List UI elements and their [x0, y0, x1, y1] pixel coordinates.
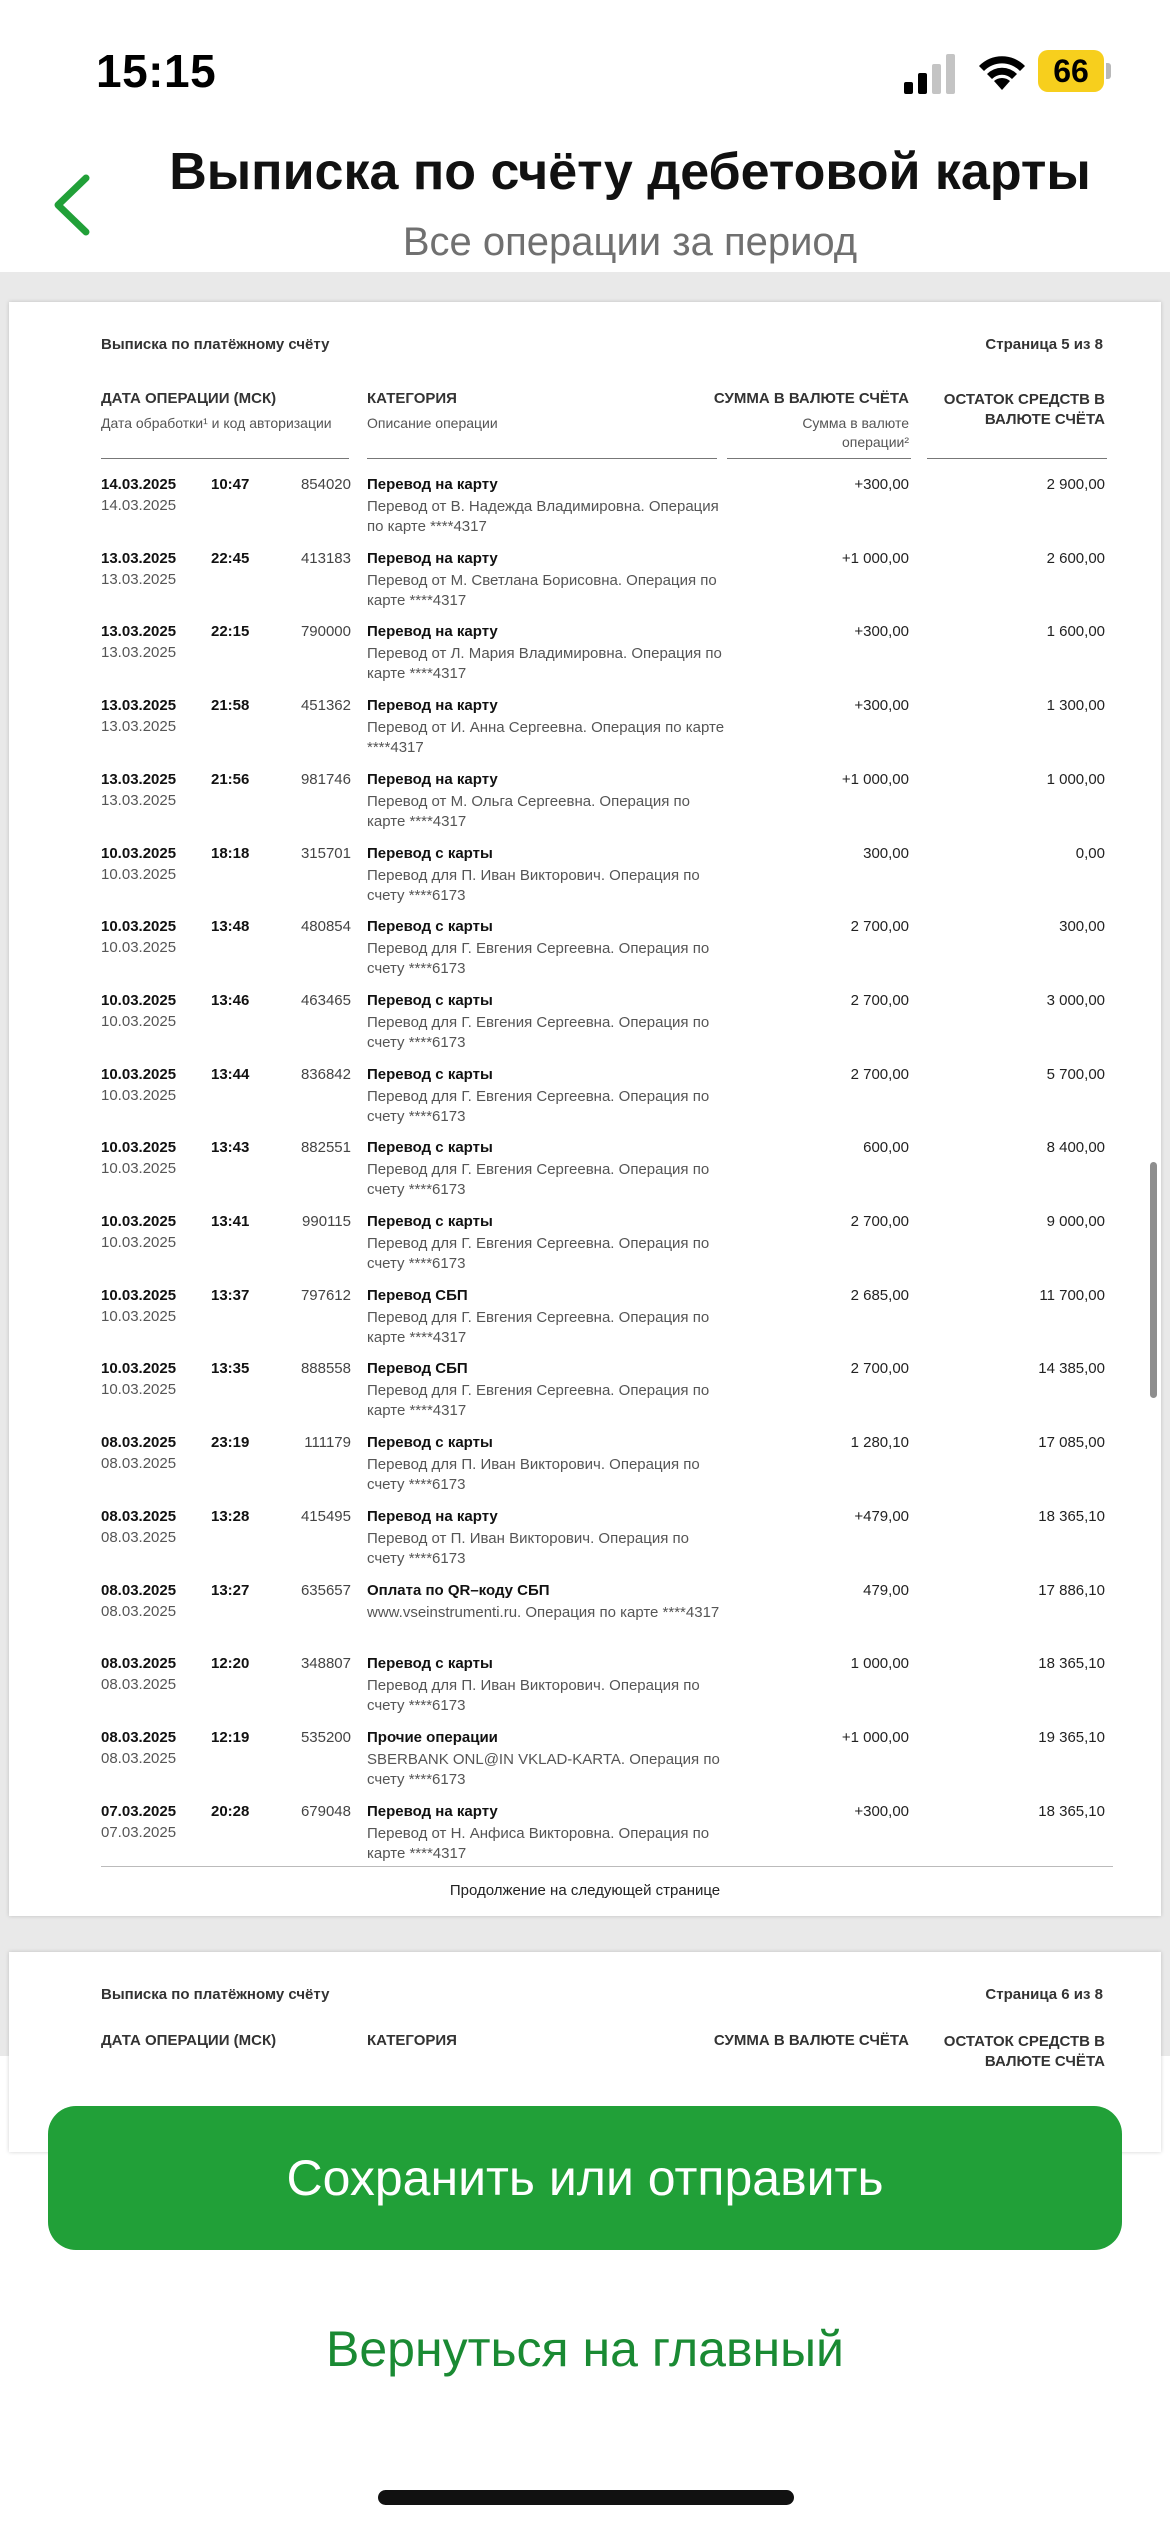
- column-category-subheader: Описание операции: [367, 415, 498, 431]
- operation-amount: 2 700,00: [850, 1065, 909, 1083]
- operation-description: Перевод для П. Иван Викторович. Операция по счету ****6173: [367, 1677, 700, 1715]
- table-row: [9, 1213, 1161, 1286]
- processing-date: 10.03.2025: [101, 1086, 177, 1104]
- operation-category: Перевод на карту: [367, 623, 498, 641]
- operation-category: Перевод на карту: [367, 1802, 498, 1820]
- processing-date: 13.03.2025: [101, 644, 177, 662]
- operation-date: 13.03.2025: [101, 623, 177, 641]
- operation-description: Перевод для Г. Евгения Сергеевна. Операция по счету ****6173: [367, 1013, 710, 1051]
- column-amount-header: СУММА В ВАЛЮТЕ СЧЁТА: [713, 390, 909, 407]
- operation-time: 13:27: [211, 1581, 250, 1599]
- operation-category: Перевод с карты: [367, 1213, 493, 1230]
- page-title: Выписка по счёту дебетовой карты: [169, 143, 1091, 201]
- column-category-header: КАТЕГОРИЯ: [367, 390, 457, 407]
- operation-category: Перевод на карту: [367, 1507, 498, 1525]
- operation-balance: 1 300,00: [1046, 697, 1105, 715]
- authorization-code: 981746: [300, 770, 351, 788]
- authorization-code: 535200: [300, 1728, 351, 1746]
- table-row: [9, 1803, 1161, 1876]
- operation-category: Перевод на карту: [367, 770, 498, 788]
- operation-time: 13:46: [211, 991, 250, 1009]
- operation-balance: 2 900,00: [1046, 476, 1105, 493]
- operation-amount: +479,00: [854, 1507, 909, 1525]
- operation-amount: 600,00: [863, 1139, 909, 1157]
- status-time: 15:15: [96, 45, 217, 97]
- operation-category: Перевод на карту: [367, 476, 498, 493]
- operation-date: 08.03.2025: [101, 1655, 177, 1673]
- table-row: [9, 623, 1161, 696]
- operation-description: Перевод от М. Ольга Сергеевна. Операция по карте ****4317: [367, 792, 690, 830]
- operation-category: Перевод СБП: [367, 1286, 468, 1304]
- operation-balance: 1 600,00: [1046, 623, 1105, 641]
- authorization-code: 836842: [300, 1065, 351, 1083]
- column-date-header: ДАТА ОПЕРАЦИИ (МСК): [101, 390, 277, 407]
- operation-description: Перевод от Л. Мария Владимировна. Операция по карте ****4317: [367, 645, 722, 683]
- column-amount-header: СУММА В ВАЛЮТЕ СЧЁТА: [713, 2032, 909, 2049]
- authorization-code: 463465: [300, 991, 351, 1009]
- operation-date: 08.03.2025: [101, 1581, 177, 1599]
- operation-balance: 3 000,00: [1046, 991, 1105, 1009]
- operation-time: 18:18: [211, 844, 250, 862]
- table-row: [9, 1066, 1161, 1139]
- operation-time: 23:19: [211, 1434, 250, 1452]
- operation-category: Оплата по QR–коду СБП: [367, 1581, 550, 1599]
- authorization-code: 790000: [300, 623, 351, 641]
- operation-balance: 8 400,00: [1046, 1139, 1105, 1157]
- operation-amount: 2 700,00: [850, 918, 909, 936]
- operation-date: 13.03.2025: [101, 549, 177, 567]
- operation-description: Перевод от П. Иван Викторович. Операция по счету ****6173: [367, 1529, 689, 1567]
- operation-amount: 479,00: [863, 1581, 909, 1599]
- operation-date: 10.03.2025: [101, 991, 177, 1009]
- operation-description: Перевод для Г. Евгения Сергеевна. Операция по карте ****4317: [367, 1308, 710, 1346]
- operation-description: SBERBANK ONL@IN VKLAD-KARTA. Операция по счету ****6173: [367, 1750, 720, 1788]
- operation-date: 08.03.2025: [101, 1434, 177, 1452]
- operation-category: Перевод СБП: [367, 1360, 468, 1378]
- operation-category: Перевод на карту: [367, 549, 498, 567]
- operation-balance: 18 365,10: [1038, 1507, 1105, 1525]
- table-row: [9, 771, 1161, 844]
- wifi-icon: [976, 50, 1028, 92]
- home-indicator: [378, 2490, 794, 2505]
- processing-date: 10.03.2025: [101, 1012, 177, 1030]
- operation-amount: 300,00: [863, 844, 909, 862]
- authorization-code: 413183: [300, 549, 351, 567]
- operation-description: Перевод от Н. Анфиса Викторовна. Операция по карте ****4317: [367, 1824, 710, 1862]
- processing-date: 13.03.2025: [101, 570, 177, 588]
- operation-amount: +300,00: [854, 623, 909, 641]
- authorization-code: 882551: [300, 1139, 351, 1157]
- document-viewer[interactable]: [0, 272, 1170, 2070]
- operation-time: 12:20: [211, 1655, 250, 1673]
- authorization-code: 990115: [302, 1213, 351, 1230]
- operation-category: Прочие операции: [367, 1728, 498, 1746]
- operation-date: 08.03.2025: [101, 1728, 177, 1746]
- operation-date: 10.03.2025: [101, 1139, 177, 1157]
- operation-time: 13:41: [211, 1213, 250, 1230]
- header-divider: [367, 458, 717, 459]
- processing-date: 07.03.2025: [101, 1823, 177, 1841]
- authorization-code: 111179: [304, 1434, 351, 1452]
- table-row: [9, 845, 1161, 918]
- chevron-left-icon[interactable]: [46, 170, 106, 240]
- operation-amount: +1 000,00: [841, 549, 909, 567]
- processing-date: 08.03.2025: [101, 1602, 177, 1620]
- column-balance-header: ОСТАТОК СРЕДСТВ В ВАЛЮТЕ СЧЁТА: [943, 2033, 1105, 2070]
- operation-amount: +300,00: [854, 1802, 909, 1820]
- operation-date: 10.03.2025: [101, 844, 177, 862]
- operation-time: 13:37: [211, 1286, 250, 1304]
- header-divider: [927, 458, 1107, 459]
- operation-balance: 2 600,00: [1046, 549, 1105, 567]
- operation-category: Перевод с карты: [367, 1139, 493, 1157]
- operation-time: 21:56: [211, 770, 250, 788]
- operation-description: www.vseinstrumenti.ru. Операция по карте ****4317: [367, 1603, 720, 1621]
- processing-date: 10.03.2025: [101, 1307, 177, 1325]
- operation-balance: 9 000,00: [1046, 1213, 1105, 1230]
- operation-description: Перевод для Г. Евгения Сергеевна. Операция по счету ****6173: [367, 1161, 710, 1199]
- operation-category: Перевод с карты: [367, 1655, 493, 1673]
- table-row: [9, 918, 1161, 991]
- table-row: [9, 1287, 1161, 1360]
- authorization-code: 480854: [300, 918, 351, 936]
- processing-date: 13.03.2025: [101, 718, 177, 736]
- operation-amount: 2 700,00: [850, 1213, 909, 1230]
- operation-description: Перевод для Г. Евгения Сергеевна. Операция по счету ****6173: [367, 1087, 710, 1125]
- table-row: [9, 992, 1161, 1065]
- column-date-subheader: Дата обработки¹ и код авторизации: [101, 415, 332, 431]
- operation-time: 12:19: [211, 1728, 250, 1746]
- operation-date: 07.03.2025: [101, 1802, 177, 1820]
- operation-date: 14.03.2025: [101, 476, 177, 493]
- processing-date: 10.03.2025: [101, 1234, 177, 1251]
- operation-time: 13:44: [211, 1065, 250, 1083]
- operation-balance: 18 365,10: [1038, 1655, 1105, 1673]
- operation-amount: +1 000,00: [841, 1728, 909, 1746]
- page-subtitle: Все операции за период: [402, 220, 858, 264]
- operation-description: Перевод от М. Светлана Борисовна. Операция по карте ****4317: [367, 571, 717, 609]
- authorization-code: 679048: [300, 1802, 351, 1820]
- operation-balance: 17 886,10: [1038, 1581, 1105, 1599]
- column-balance-header: ОСТАТОК СРЕДСТВ В ВАЛЮТЕ СЧЁТА: [943, 391, 1105, 428]
- table-row: [9, 476, 1161, 549]
- operation-time: 22:45: [211, 549, 250, 567]
- operation-date: 10.03.2025: [101, 1065, 177, 1083]
- operation-description: Перевод от В. Надежда Владимировна. Операция по карте ****4317: [367, 498, 719, 535]
- operation-category: Перевод с карты: [367, 844, 493, 862]
- operation-time: 13:35: [211, 1360, 250, 1378]
- header-divider: [101, 458, 349, 459]
- operation-description: Перевод для П. Иван Викторович. Операция по счету ****6173: [367, 866, 700, 904]
- operation-amount: 1 280,10: [850, 1434, 909, 1452]
- authorization-code: 888558: [300, 1360, 351, 1378]
- processing-date: 10.03.2025: [101, 865, 177, 883]
- operation-description: Перевод от И. Анна Сергеевна. Операция по карте ****4317: [367, 719, 725, 757]
- scrollbar[interactable]: [1150, 1162, 1157, 1398]
- operation-date: 10.03.2025: [101, 1213, 177, 1230]
- operation-category: Перевод с карты: [367, 1065, 493, 1083]
- operation-category: Перевод с карты: [367, 918, 493, 936]
- operation-amount: 1 000,00: [850, 1655, 909, 1673]
- operation-date: 10.03.2025: [101, 918, 177, 936]
- statement-heading: Выписка по платёжному счёту: [101, 1986, 330, 2003]
- save-or-send-button[interactable]: Сохранить или отправить: [48, 2106, 1122, 2250]
- battery-icon: [1038, 50, 1110, 92]
- operation-balance: 11 700,00: [1039, 1286, 1105, 1304]
- column-amount-subheader: Сумма в валюте операции²: [802, 415, 909, 450]
- table-row: [9, 550, 1161, 623]
- statement-heading: Выписка по платёжному счёту: [101, 336, 330, 353]
- operation-time: 10:47: [211, 476, 250, 493]
- statement-page: [9, 302, 1161, 1916]
- battery-level: 66: [1038, 50, 1104, 92]
- operation-description: Перевод для Г. Евгения Сергеевна. Операция по карте ****4317: [367, 1382, 710, 1420]
- operation-time: 20:28: [211, 1802, 250, 1820]
- operation-category: Перевод с карты: [367, 1434, 493, 1452]
- operation-category: Перевод с карты: [367, 991, 493, 1009]
- operation-time: 22:15: [211, 623, 250, 641]
- page-number: Страница 6 из 8: [985, 1986, 1103, 2003]
- operation-balance: 17 085,00: [1038, 1434, 1105, 1452]
- authorization-code: 797612: [300, 1286, 351, 1304]
- operation-balance: 14 385,00: [1038, 1360, 1105, 1378]
- operation-time: 13:48: [211, 918, 250, 936]
- table-row: [9, 1434, 1161, 1507]
- cellular-signal-icon: [904, 54, 958, 94]
- back-to-home-link[interactable]: Вернуться на главный: [326, 2321, 844, 2377]
- operation-amount: 2 700,00: [850, 991, 909, 1009]
- status-bar: [0, 0, 1170, 140]
- operation-amount: 2 700,00: [850, 1360, 909, 1378]
- operation-amount: 2 685,00: [850, 1286, 909, 1304]
- operation-balance: 18 365,10: [1038, 1802, 1105, 1820]
- operation-description: Перевод для Г. Евгения Сергеевна. Операция по счету ****6173: [367, 940, 710, 978]
- table-row: [9, 1655, 1161, 1728]
- authorization-code: 635657: [300, 1581, 351, 1599]
- operation-balance: 19 365,10: [1038, 1728, 1105, 1746]
- authorization-code: 854020: [300, 476, 351, 493]
- authorization-code: 415495: [300, 1507, 351, 1525]
- column-date-header: ДАТА ОПЕРАЦИИ (МСК): [101, 2032, 277, 2049]
- table-row: [9, 1729, 1161, 1802]
- operation-amount: +300,00: [854, 697, 909, 715]
- processing-date: 14.03.2025: [101, 497, 177, 514]
- operation-date: 08.03.2025: [101, 1507, 177, 1525]
- processing-date: 10.03.2025: [101, 939, 177, 957]
- processing-date: 13.03.2025: [101, 791, 177, 809]
- footer-divider: [101, 1866, 1113, 1867]
- operation-time: 21:58: [211, 697, 250, 715]
- operation-category: Перевод на карту: [367, 697, 498, 715]
- operation-description: Перевод для П. Иван Викторович. Операция по счету ****6173: [367, 1456, 700, 1494]
- processing-date: 10.03.2025: [101, 1381, 177, 1399]
- operation-balance: 5 700,00: [1046, 1065, 1105, 1083]
- operation-amount: +1 000,00: [841, 770, 909, 788]
- operation-amount: +300,00: [854, 476, 909, 493]
- battery-tip: [1106, 63, 1111, 79]
- table-row: [9, 697, 1161, 770]
- operation-description: Перевод для Г. Евгения Сергеевна. Операция по счету ****6173: [367, 1235, 710, 1272]
- operation-date: 13.03.2025: [101, 770, 177, 788]
- operation-time: 13:28: [211, 1507, 250, 1525]
- table-row: [9, 1360, 1161, 1433]
- operation-balance: 300,00: [1059, 918, 1105, 936]
- operation-time: 13:43: [211, 1139, 250, 1157]
- table-row: [9, 1582, 1161, 1655]
- processing-date: 08.03.2025: [101, 1455, 177, 1473]
- authorization-code: 348807: [300, 1655, 351, 1673]
- operation-balance: 0,00: [1075, 844, 1105, 862]
- operation-date: 13.03.2025: [101, 697, 177, 715]
- processing-date: 10.03.2025: [101, 1160, 177, 1178]
- column-category-header: КАТЕГОРИЯ: [367, 2032, 457, 2049]
- processing-date: 08.03.2025: [101, 1676, 177, 1694]
- operation-date: 10.03.2025: [101, 1286, 177, 1304]
- header-divider: [727, 458, 911, 459]
- table-row: [9, 1508, 1161, 1581]
- continued-note: Продолжение на следующей странице: [449, 1882, 721, 1899]
- processing-date: 08.03.2025: [101, 1528, 177, 1546]
- operation-balance: 1 000,00: [1046, 770, 1105, 788]
- authorization-code: 451362: [300, 697, 351, 715]
- operation-date: 10.03.2025: [101, 1360, 177, 1378]
- table-row: [9, 1139, 1161, 1212]
- processing-date: 08.03.2025: [101, 1749, 177, 1767]
- page-number: Страница 5 из 8: [985, 336, 1103, 353]
- authorization-code: 315701: [300, 844, 351, 862]
